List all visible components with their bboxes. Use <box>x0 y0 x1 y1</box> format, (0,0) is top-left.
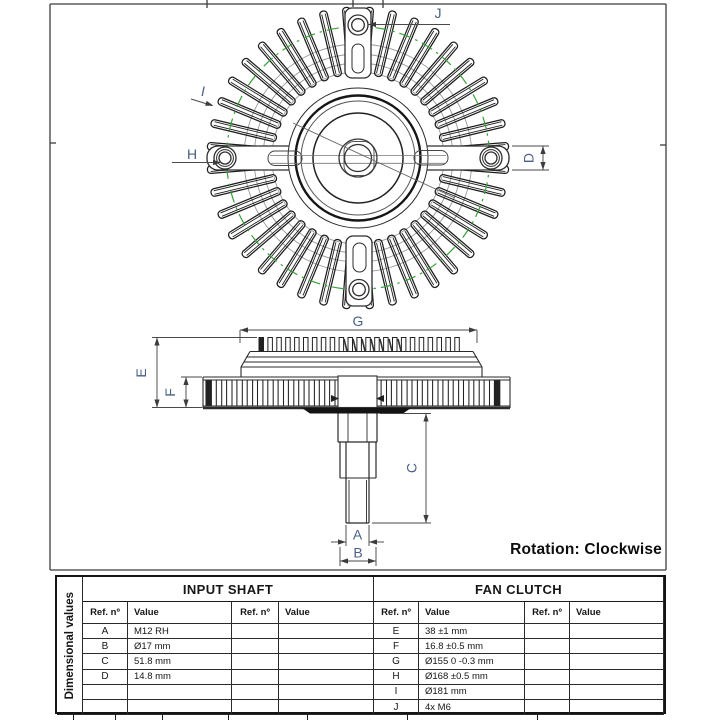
table-cell <box>279 639 374 654</box>
col-header-ref: Ref. nº <box>374 602 419 624</box>
table-side-label <box>57 577 83 715</box>
table-cell <box>525 654 570 669</box>
table-cell: Ø155 0 -0.3 mm <box>419 654 525 669</box>
shaft-hub-band <box>338 376 377 408</box>
table-cell <box>279 624 374 639</box>
side-view <box>203 338 510 524</box>
col-header-ref: Ref. nº <box>525 602 570 624</box>
table-cell: 51.8 mm <box>128 654 232 669</box>
table-cell <box>232 639 279 654</box>
table-cell <box>525 624 570 639</box>
table-cell <box>232 670 279 685</box>
table-section-title-input-shaft: INPUT SHAFT <box>83 577 374 602</box>
table-cell <box>525 639 570 654</box>
col-header-ref: Ref. nº <box>232 602 279 624</box>
table-cell: G <box>374 654 419 669</box>
title-block-divider <box>115 713 116 720</box>
table-cell <box>83 685 128 700</box>
table-cell: 16.8 ±0.5 mm <box>419 639 525 654</box>
table-cell <box>570 639 664 654</box>
table-cell <box>279 654 374 669</box>
title-block-divider <box>162 713 163 720</box>
dim-label-c: C <box>403 462 420 474</box>
table-cell <box>525 700 570 715</box>
front-view <box>207 7 509 309</box>
dim-label-g: G <box>352 313 364 329</box>
table-cell <box>279 700 374 715</box>
dim-label-f: F <box>162 388 178 397</box>
table-cell: D <box>83 670 128 685</box>
input-shaft <box>338 414 377 524</box>
table-cell: A <box>83 624 128 639</box>
col-header-value: Value <box>570 602 664 624</box>
col-header-value: Value <box>279 602 374 624</box>
table-cell: 14.8 mm <box>128 670 232 685</box>
table-cell: F <box>374 639 419 654</box>
table-cell: 38 ±1 mm <box>419 624 525 639</box>
table-cell: Ø181 mm <box>419 685 525 700</box>
table-cell <box>570 654 664 669</box>
col-header-value: Value <box>128 602 232 624</box>
title-block-divider <box>307 713 308 720</box>
table-cell <box>525 670 570 685</box>
table-section-title-fan-clutch: FAN CLUTCH <box>374 577 664 602</box>
hub-plate <box>302 408 411 414</box>
dim-label-a: A <box>352 526 363 543</box>
dim-label-j: J <box>434 5 442 21</box>
table-cell <box>232 624 279 639</box>
title-block-divider <box>228 713 229 720</box>
table-cell <box>279 670 374 685</box>
dim-label-i: I <box>201 83 205 99</box>
title-block-divider <box>407 713 408 720</box>
col-header-ref: Ref. nº <box>83 602 128 624</box>
table-cell <box>279 685 374 700</box>
table-side-label-text: Dimensional values <box>63 591 76 700</box>
dimensional-values-table <box>55 575 666 714</box>
col-header-value: Value <box>419 602 525 624</box>
table-cell <box>232 654 279 669</box>
tab-left <box>207 146 300 170</box>
table-cell <box>232 700 279 715</box>
drum-fins <box>259 338 459 352</box>
dim-label-b: B <box>353 544 363 561</box>
hub <box>268 88 455 228</box>
table-cell <box>128 685 232 700</box>
table-cell: Ø168 ±0.5 mm <box>419 670 525 685</box>
table-cell: C <box>83 654 128 669</box>
table-cell: J <box>374 700 419 715</box>
title-block-divider <box>537 713 538 720</box>
table-cell: B <box>83 639 128 654</box>
table-cell <box>525 685 570 700</box>
table-cell: E <box>374 624 419 639</box>
table-cell <box>570 670 664 685</box>
table-cell <box>570 624 664 639</box>
dim-label-d: D <box>520 152 537 164</box>
tab-right <box>416 146 509 170</box>
table-cell: 4x M6 <box>419 700 525 715</box>
table-cell <box>128 700 232 715</box>
table-cell <box>83 700 128 715</box>
dim-label-e: E <box>133 368 149 378</box>
table-cell <box>570 700 664 715</box>
table-cell: M12 RH <box>128 624 232 639</box>
table-cell <box>232 685 279 700</box>
dim-label-h: H <box>186 146 198 162</box>
table-cell <box>570 685 664 700</box>
table-cell: H <box>374 670 419 685</box>
title-block-divider <box>73 713 74 720</box>
table-cell: Ø17 mm <box>128 639 232 654</box>
table-cell: I <box>374 685 419 700</box>
rotation-note: Rotation: Clockwise <box>510 541 662 558</box>
